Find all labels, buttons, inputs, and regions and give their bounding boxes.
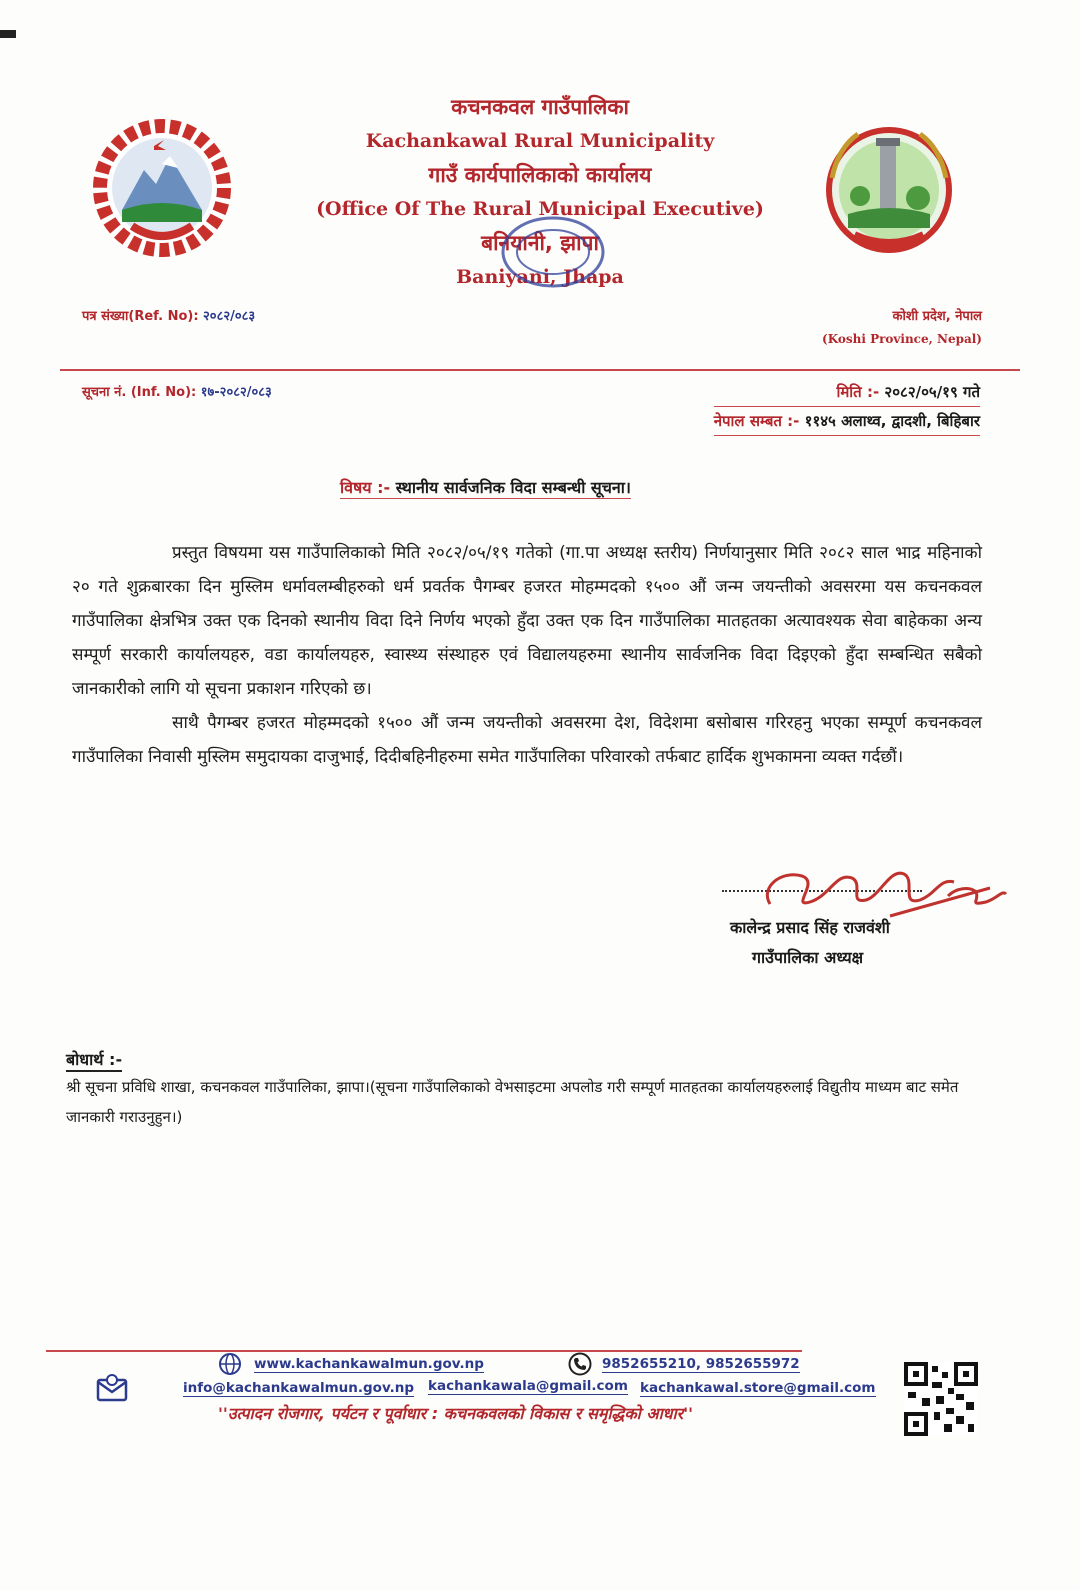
- subject-label: विषय :-: [340, 478, 391, 497]
- signatory-title: गाउँपालिका अध्यक्ष: [752, 948, 864, 967]
- website-link[interactable]: www.kachankawalmun.gov.np: [254, 1356, 484, 1372]
- footer-slogan: ''उत्पादन रोजगार, पर्यटन र पूर्वाधार : कचनकवलको विकास र समृद्धिको आधार'': [218, 1404, 694, 1423]
- phone-numbers: 9852655210, 9852655972: [602, 1356, 800, 1372]
- email-store-link[interactable]: kachankawal.store@gmail.com: [640, 1380, 876, 1396]
- place-ne: बनियानी, झापा: [481, 231, 599, 255]
- province-en: (Koshi Province, Nepal): [822, 332, 982, 346]
- notice-value: १७-२०८२/०८३: [200, 385, 272, 400]
- notice-label: सूचना नं. (Inf. No):: [82, 385, 197, 400]
- email-envelope-icon: [96, 1374, 128, 1402]
- header-divider: [60, 369, 1020, 371]
- scan-corner-mark: [0, 30, 16, 38]
- signatory-name: कालेन्द्र प्रसाद सिंह राजवंशी: [730, 918, 890, 937]
- nepal-sambat-value: ११४५ अलाथ्व, द्वादशी, बिहिबार: [804, 412, 980, 430]
- date-block: [714, 378, 980, 436]
- globe-icon: [218, 1352, 242, 1376]
- municipality-name-en: Kachankawal Rural Municipality: [365, 130, 715, 152]
- place-en: Baniyani, Jhapa: [456, 266, 624, 288]
- reference-number: [82, 306, 255, 324]
- notice-body: [72, 536, 982, 774]
- body-paragraph-1: प्रस्तुत विषयमा यस गाउँपालिकाको मिति २०८२/०५/१९ गतेको (गा.पा अध्यक्ष स्तरीय) निर्णयानुसार मिति २०८२ साल भाद्र महिनाको २० गते शुक्रबारका दिन मुस्लिम धर्मावलम्बीहरुको धर्म प्रवर्तक पैगम्बर हजरत मोहम्मदको १५०० औं जन्म जयन्तीको अवसरमा यस कचनकवल गाउँपालिका क्षेत्रभित्र उक्त एक दिनको स्थानीय विदा दिने निर्णय भएको हुँदा उक्त एक दिन गाउँपालिका मातहतका अत्यावश्यक सेवा बाहेकका अन्य सम्पूर्ण सरकारी कार्यालयहरु, वडा कार्यालयहरु, स्वास्थ्य संस्थाहरु एवं विद्यालयहरुमा स्थानीय सार्वजनिक विदा दिइएको हुँदा सम्बन्धित सबैको जानकारीको लागि यो सूचना प्रकाशन गरिएको छ।: [72, 543, 982, 699]
- nepal-emblem-icon: [92, 118, 232, 258]
- office-name-ne: गाउँ कार्यपालिकाको कार्यालय: [428, 163, 652, 187]
- province-block: [822, 306, 982, 350]
- nepal-sambat-row: [714, 407, 980, 436]
- ref-label: पत्र संख्या(Ref. No):: [82, 309, 199, 324]
- official-stamp-icon: [498, 212, 608, 292]
- date-label: मिति :-: [836, 383, 880, 401]
- subject-text: स्थानीय सार्वजनिक विदा सम्बन्धी सूचना।: [395, 478, 631, 497]
- cc-text: श्री सूचना प्रविधि शाखा, कचनकवल गाउँपालिका, झापा।(सूचना गाउँपालिकाको वेभसाइटमा अपलोड गरी सम्पूर्ण मातहतका कार्यालयहरुलाई विद्युतीय माध्यम बाट समेत जानकारी गराउनुहुन।): [66, 1078, 959, 1126]
- qr-code-icon[interactable]: [904, 1362, 978, 1436]
- ref-value: २०८२/०८३: [203, 309, 256, 324]
- email-info-link[interactable]: info@kachankawalmun.gov.np: [183, 1380, 415, 1396]
- municipality-name-ne: कचनकवल गाउँपालिका: [451, 95, 629, 119]
- email-gmail-link[interactable]: kachankawala@gmail.com: [428, 1378, 628, 1394]
- province-ne: कोशी प्रदेश, नेपाल: [892, 309, 982, 324]
- nepal-sambat-label: नेपाल सम्बत :-: [713, 412, 800, 430]
- subject-line: [340, 476, 631, 499]
- office-name-en: (Office Of The Rural Municipal Executive): [316, 198, 764, 220]
- footer-divider: [46, 1350, 802, 1352]
- phone-icon: [568, 1352, 592, 1376]
- cc-label: बोधार्थ :-: [66, 1048, 122, 1072]
- date-row: [714, 378, 980, 407]
- date-value: २०८२/०५/१९ गते: [884, 383, 980, 401]
- body-paragraph-2: साथै पैगम्बर हजरत मोहम्मदको १५०० औं जन्म जयन्तीको अवसरमा देश, विदेशमा बसोबास गरिरहनु भएका सम्पूर्ण कचनकवल गाउँपालिका निवासी मुस्लिम समुदायका दाजुभाई, दिदीबहिनीहरुमा समेत गाउँपालिका परिवारको तर्फबाट हार्दिक शुभकामना व्यक्त गर्दछौं।: [72, 713, 982, 767]
- notice-number: [82, 382, 272, 400]
